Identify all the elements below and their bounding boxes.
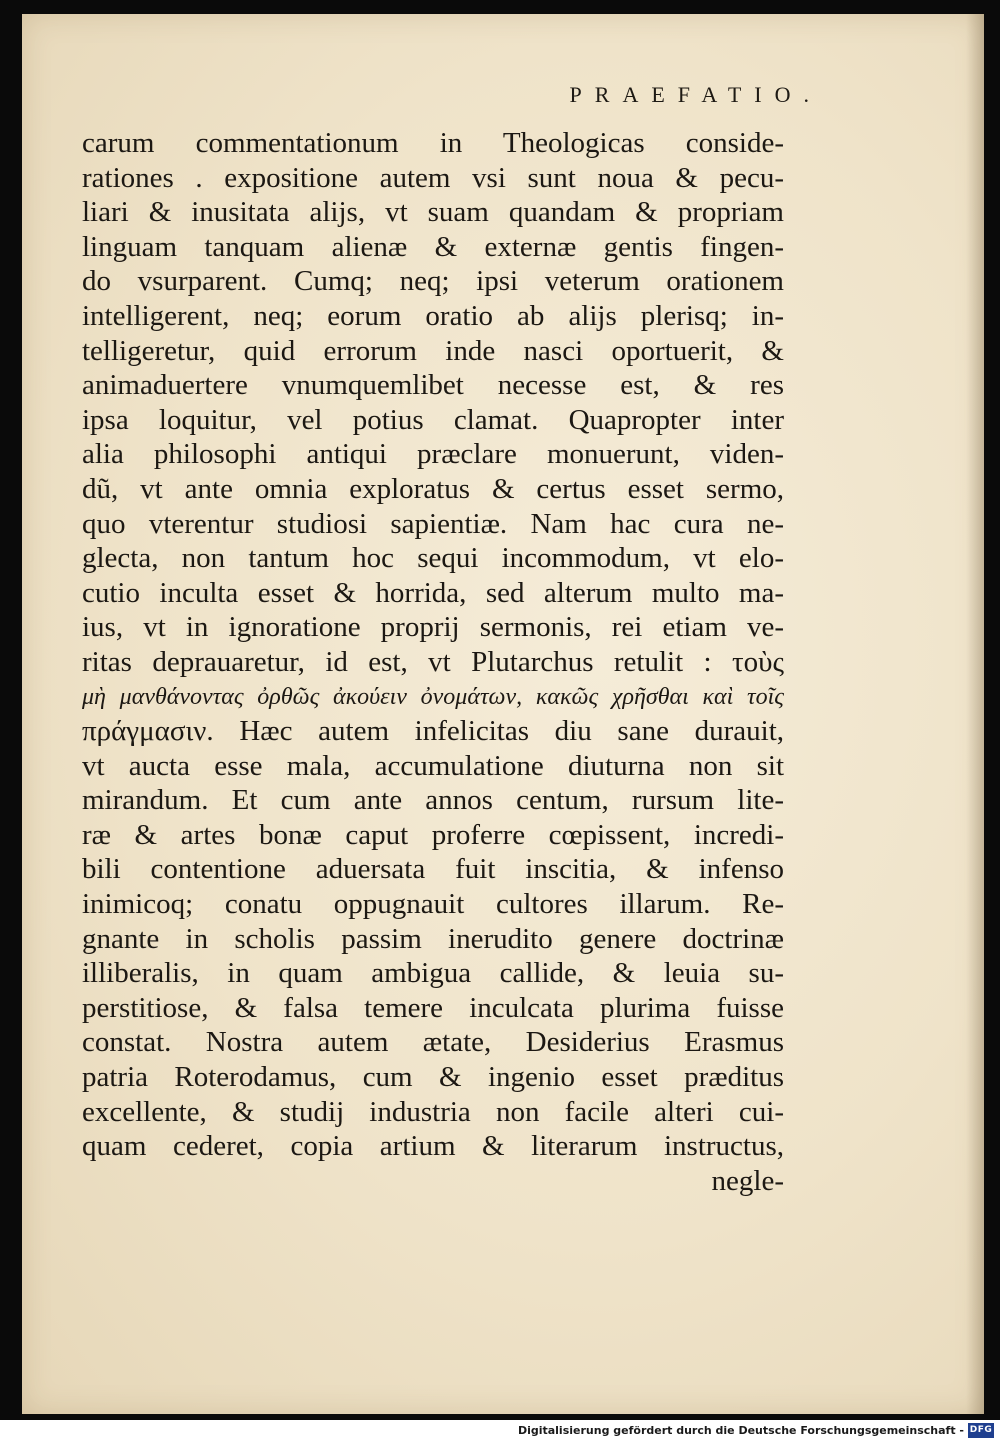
text-line: illiberalis, in quam ambigua callide, & leuia su- — [82, 957, 784, 990]
text-line: rationes . expositione autem vsi sunt noua & pecu- — [82, 161, 784, 194]
text-line: perstitiose, & falsa temere inculcata plurima fuisse — [82, 991, 784, 1024]
text-line: do vsurparent. Cumq; neq; ipsi veterum orationem — [82, 265, 784, 298]
catchword: negle- — [711, 1164, 784, 1197]
text-line: inimicoq; conatu oppugnauit cultores illarum. Re- — [82, 888, 784, 921]
text-line: ius, vt in ignoratione proprij sermonis, rei etiam ve- — [82, 611, 784, 644]
text-line: quam cederet, copia artium & literarum instructus, — [82, 1130, 784, 1163]
text-line: telligeretur, quid errorum inde nasci oportuerit, & — [82, 334, 784, 367]
text-line: ritas deprauaretur, id est, vt Plutarchus retulit : τοὺς — [82, 645, 784, 678]
text-line: ipsa loquitur, vel potius clamat. Quapropter inter — [82, 403, 784, 436]
text-line: liari & inusitata alijs, vt suam quandam & propriam — [82, 196, 784, 229]
digitization-credit: Digitalisierung gefördert durch die Deutsche Forschungsgemeinschaft - — [517, 1424, 964, 1437]
text-line: πράγμασιν. Hæc autem infelicitas diu sane durauit, — [82, 715, 784, 748]
text-line: vt aucta esse mala, accumulatione diuturna non sit — [82, 749, 784, 782]
book-page — [22, 14, 984, 1414]
body-text — [82, 126, 784, 1198]
text-line: mirandum. Et cum ante annos centum, rursum lite- — [82, 784, 784, 817]
text-line: excellente, & studij industria non facile alteri cui- — [82, 1095, 784, 1128]
greek-quote-line: μὴ μανθάνοντας ὀρθῶς ἀκούειν ὀνομάτων, κακῶς χρῆσθαι καὶ τοῖς — [82, 683, 784, 710]
text-line: patria Roterodamus, cum & ingenio esset præditus — [82, 1061, 784, 1094]
text-line: constat. Nostra autem ætate, Desiderius Erasmus — [82, 1026, 784, 1059]
text-line: gnante in scholis passim inerudito genere doctrinæ — [82, 922, 784, 955]
text-line: glecta, non tantum hoc sequi incommodum, vt elo- — [82, 542, 784, 575]
text-line: carum commentationum in Theologicas conside- — [82, 127, 784, 159]
text-line: ræ & artes bonæ caput proferre cœpissent, incredi- — [82, 818, 784, 851]
text-line: quo vterentur studiosi sapientiæ. Nam hac cura ne- — [82, 507, 784, 540]
text-line: cutio inculta esset & horrida, sed alterum multo ma- — [82, 576, 784, 609]
text-line: intelligerent, neq; eorum oratio ab alijs plerisq; in- — [82, 299, 784, 332]
text-line: dũ, vt ante omnia exploratus & certus esset sermo, — [82, 472, 784, 505]
text-line: linguam tanquam alienæ & externæ gentis fingen- — [82, 230, 784, 263]
text-line: alia philosophi antiqui præclare monuerunt, viden- — [82, 438, 784, 471]
text-line: bili contentione aduersata fuit inscitia, & infenso — [82, 853, 784, 886]
dfg-logo-icon: DFG — [968, 1423, 994, 1438]
text-line: animaduertere vnumquemlibet necesse est, & res — [82, 369, 784, 402]
running-head: PRAEFATIO. — [569, 82, 822, 107]
footer-bar — [0, 1420, 1000, 1443]
